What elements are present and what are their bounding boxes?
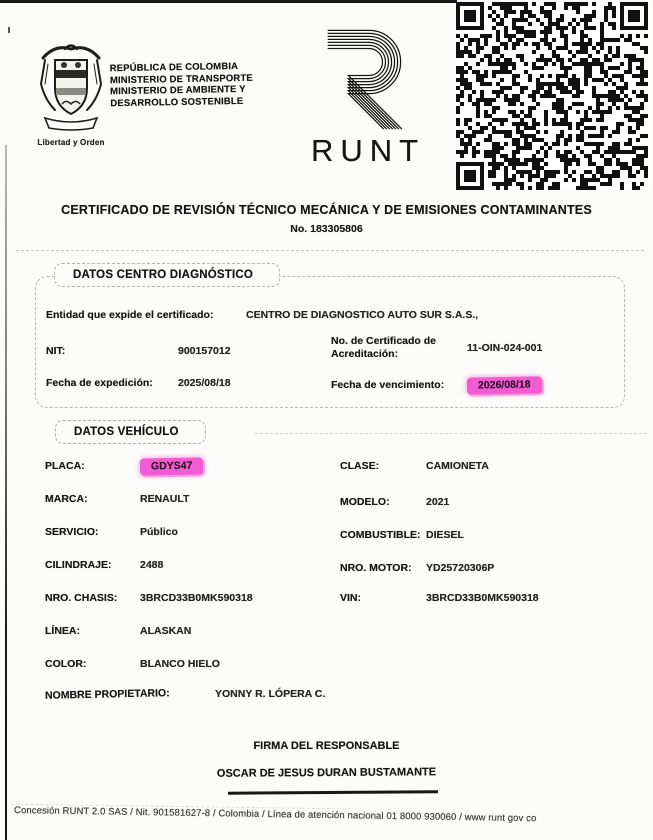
field-row-acreditacion <box>331 335 621 361</box>
field-label: LÍNEA: <box>45 625 80 637</box>
field-value: 2025/08/18 <box>178 377 231 389</box>
field-value: 3BRCD33B0MK590318 <box>426 592 539 604</box>
field-label: No. de Certificado de Acreditación: <box>331 335 437 360</box>
field-value: YD25720306P <box>426 562 495 574</box>
runt-wordmark: RUNT <box>310 133 426 168</box>
field-row-modelo <box>340 496 640 508</box>
field-row-nit <box>46 345 316 357</box>
field-label: Fecha de vencimiento: <box>331 379 445 391</box>
field-row-entidad <box>46 309 606 321</box>
runt-r-icon <box>288 20 444 132</box>
field-label: NRO. MOTOR: <box>340 562 412 574</box>
field-value: 11-OIN-024-001 <box>467 342 543 354</box>
field-label: Entidad que expide el certificado: <box>46 309 214 321</box>
field-row-expedicion <box>46 377 316 389</box>
highlighted-value: 2026/08/18 <box>467 376 542 394</box>
runt-logo <box>286 20 446 169</box>
field-row-propietario <box>45 688 605 700</box>
field-row-chasis <box>45 592 345 604</box>
scan-top-edge <box>0 0 457 3</box>
field-label: SERVICIO: <box>45 526 99 538</box>
footer-text: Concesión RUNT 2.0 SAS / Nit. 901581627-8 / Colombia / Línea de atención nacional 01 8000 930060 / www runt gov co <box>13 805 537 825</box>
ministry-text <box>110 61 254 109</box>
field-value: CENTRO DE DIAGNOSTICO AUTO SUR S.A.S., <box>246 309 479 321</box>
qr-code <box>456 2 650 190</box>
ministry-line: MINISTERIO DE AMBIENTE Y <box>110 83 246 98</box>
section-heading-centro: DATOS CENTRO DIAGNÓSTICO <box>54 263 280 287</box>
field-label: VIN: <box>340 592 361 604</box>
field-label: CILINDRAJE: <box>45 559 112 571</box>
field-label: Fecha de expedición: <box>46 377 153 389</box>
coat-of-arms-caption: Libertad y Orden <box>37 138 105 147</box>
field-label: NIT: <box>46 345 66 357</box>
field-label: NOMBRE PROPIETARIO: <box>44 687 170 702</box>
field-value: DIESEL <box>426 529 464 541</box>
scan-speck <box>8 27 10 33</box>
field-label: PLACA: <box>45 460 85 472</box>
signature-line <box>228 790 438 794</box>
field-value: 2021 <box>426 496 450 508</box>
ministry-line: DESARROLLO SOSTENIBLE <box>110 95 244 109</box>
field-value: 900157012 <box>178 345 231 357</box>
signature-caption: FIRMA DEL RESPONSABLE <box>253 740 400 752</box>
field-label: MODELO: <box>340 496 390 508</box>
field-row-motor <box>340 562 640 574</box>
highlighted-value: GDYS47 <box>140 457 204 475</box>
field-label: COLOR: <box>45 658 87 670</box>
certificate-number: No. 183305806 <box>290 223 363 235</box>
field-value: CAMIONETA <box>426 460 489 472</box>
field-value: BLANCO HIELO <box>140 658 220 670</box>
field-row-color <box>45 658 345 670</box>
ministry-line: REPÚBLICA DE COLOMBIA <box>109 61 239 75</box>
certificate-title: CERTIFICADO DE REVISIÓN TÉCNICO MECÁNICA Y DE EMISIONES CONTAMINANTES <box>61 203 592 217</box>
divider <box>16 250 644 251</box>
scan-left-edge <box>5 145 7 840</box>
field-row-cilindraje <box>45 559 345 571</box>
coat-of-arms <box>34 40 108 147</box>
field-value: Público <box>140 526 178 538</box>
field-label: CLASE: <box>340 460 380 472</box>
field-row-marca <box>45 493 345 505</box>
field-label: COMBUSTIBLE: <box>340 529 421 541</box>
field-row-vin <box>340 592 640 604</box>
section-centro-diagnostico <box>35 269 625 408</box>
coat-of-arms-icon <box>35 40 107 132</box>
field-value: 2488 <box>140 559 164 571</box>
field-row-vencimiento <box>331 377 631 394</box>
field-value: ALASKAN <box>140 625 192 637</box>
field-row-linea <box>45 625 345 637</box>
field-row-placa <box>45 458 345 475</box>
divider <box>255 433 647 434</box>
field-value: YONNY R. LÓPERA C. <box>215 688 326 700</box>
field-label: MARCA: <box>45 493 88 505</box>
ministry-line: MINISTERIO DE TRANSPORTE <box>109 72 253 86</box>
field-value: 3BRCD33B0MK590318 <box>140 592 253 604</box>
section-heading-vehiculo: DATOS VEHÍCULO <box>55 420 206 444</box>
field-value: RENAULT <box>140 493 190 505</box>
field-row-servicio <box>45 526 345 538</box>
signature-name: OSCAR DE JESUS DURAN BUSTAMANTE <box>216 766 437 780</box>
field-label: NRO. CHASIS: <box>45 592 118 604</box>
field-row-clase <box>340 460 640 472</box>
field-row-combustible <box>340 529 640 541</box>
